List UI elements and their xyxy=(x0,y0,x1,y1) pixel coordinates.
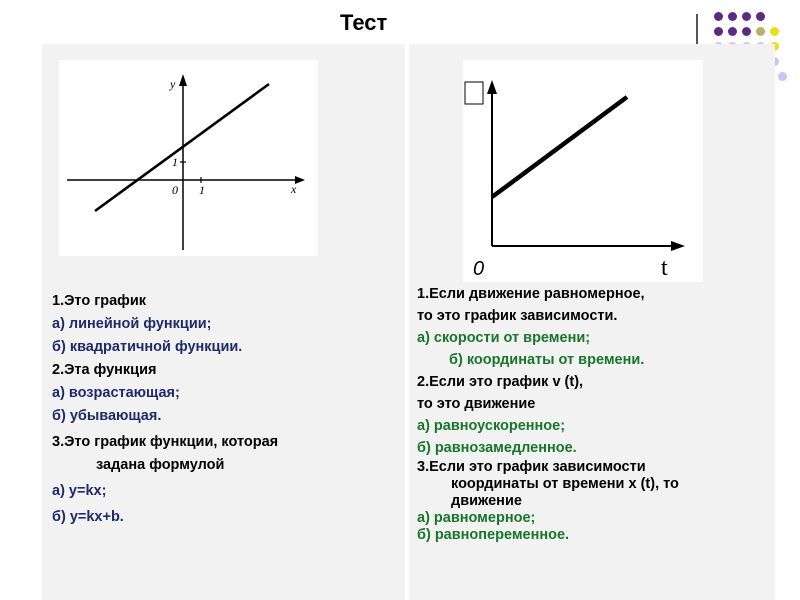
linear-function-graph xyxy=(59,60,318,256)
dot xyxy=(778,72,787,81)
motion-line xyxy=(492,97,627,197)
t-axis-label: t xyxy=(661,255,668,281)
question-1-continuation: то это график зависимости. xyxy=(417,308,618,324)
dot xyxy=(756,12,765,21)
question-3-continuation-2: движение xyxy=(451,493,522,509)
dot xyxy=(742,27,751,36)
y-axis-arrow xyxy=(179,74,187,86)
dot xyxy=(728,12,737,21)
dot xyxy=(728,27,737,36)
page-title: Тест xyxy=(340,10,388,35)
question-3-continuation: задана формулой xyxy=(96,457,225,473)
x-axis-label: x xyxy=(291,182,297,196)
time-axis-arrow xyxy=(671,241,685,251)
answer-3b: б) y=kx+b. xyxy=(52,509,124,525)
motion-graph xyxy=(463,60,703,282)
answer-1b: б) координаты от времени. xyxy=(449,352,645,368)
origin-label: 0 xyxy=(172,183,178,197)
function-line xyxy=(95,84,269,211)
answer-3b: б) равнопеременное. xyxy=(417,527,570,543)
answer-2b: б) равнозамедленное. xyxy=(417,440,577,456)
answer-2a: а) возрастающая; xyxy=(52,385,180,401)
answer-2b: б) убывающая. xyxy=(52,408,162,424)
dot xyxy=(714,12,723,21)
answer-1a: а) линейной функции; xyxy=(52,316,212,332)
question-3-continuation: координаты от времени x (t), то xyxy=(451,476,679,492)
y-axis-label: y xyxy=(170,77,176,91)
origin-label: 0 xyxy=(473,258,485,280)
answer-2a: а) равноускоренное; xyxy=(417,418,566,434)
question-3-title: 3.Если это график зависимости xyxy=(417,459,646,475)
dot xyxy=(770,27,779,36)
answer-3a: а) y=kx; xyxy=(52,483,107,499)
answer-1b: б) квадратичной функции. xyxy=(52,339,243,355)
right-questions xyxy=(417,283,679,544)
question-1-title: 1.Это график xyxy=(52,293,147,309)
answer-3a: а) равномерное; xyxy=(417,510,536,526)
left-questions xyxy=(52,290,278,529)
question-2-title: 2.Если это график v (t), xyxy=(417,374,584,390)
axis-label-box xyxy=(465,82,483,104)
question-2-continuation: то это движение xyxy=(417,396,536,412)
title-divider xyxy=(696,14,698,44)
vertical-axis-arrow xyxy=(487,80,497,94)
dot xyxy=(756,27,765,36)
dot xyxy=(742,12,751,21)
question-2-title: 2.Эта функция xyxy=(52,362,157,378)
question-1-title: 1.Если движение равномерное, xyxy=(417,286,645,302)
x-axis-arrow xyxy=(295,176,305,184)
answer-1a: а) скорости от времени; xyxy=(417,330,591,346)
y-tick-label: 1 xyxy=(172,155,178,169)
question-3-title: 3.Это график функции, которая xyxy=(52,434,279,450)
dot xyxy=(714,27,723,36)
x-tick-label: 1 xyxy=(199,183,205,197)
